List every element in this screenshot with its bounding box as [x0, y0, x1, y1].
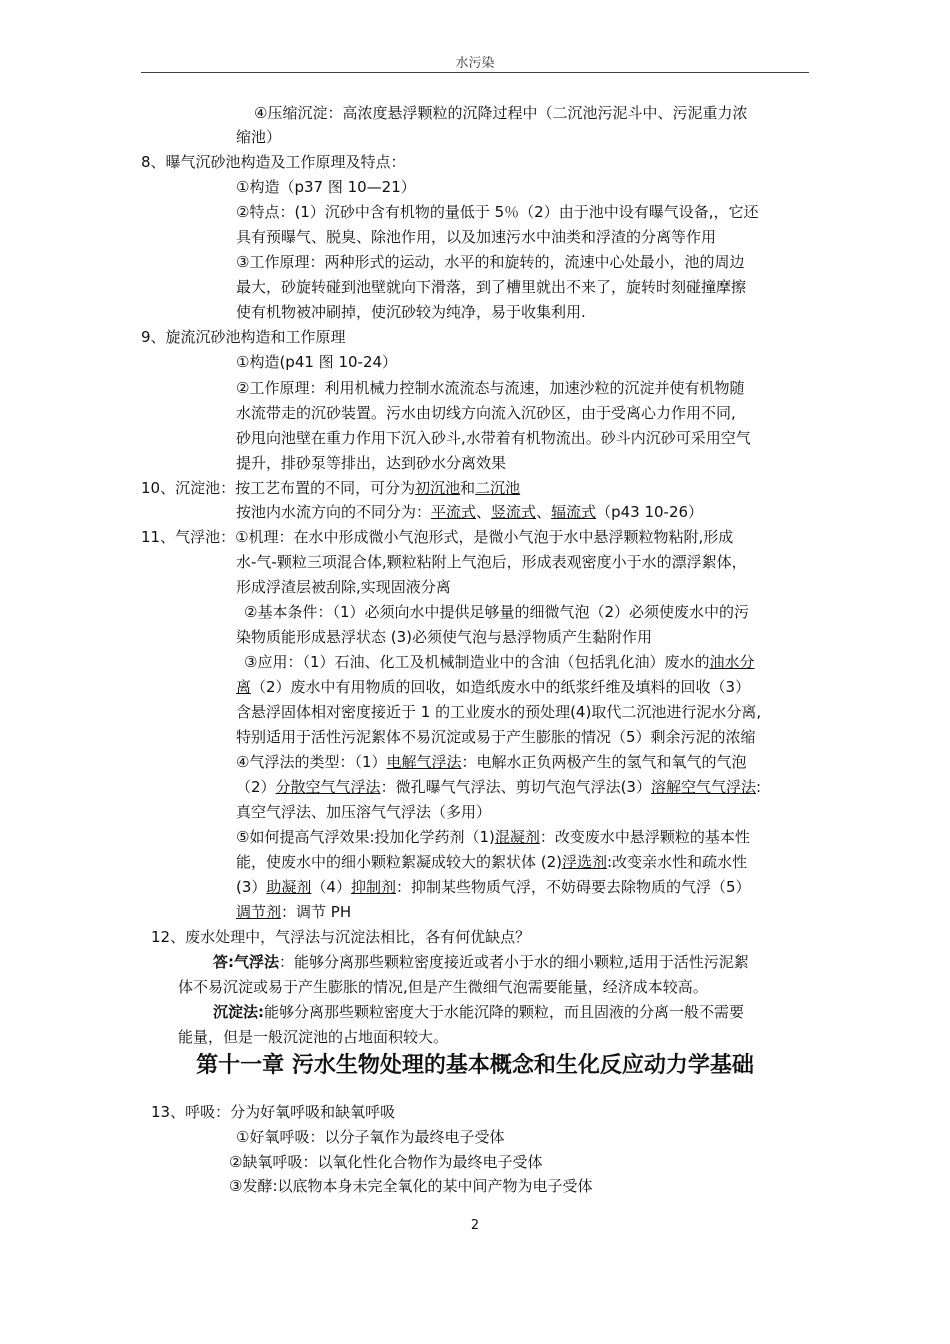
- text-line: ③应用：（1）石油、化工及机械制造业中的含油（包括乳化油）废水的油水分: [244, 653, 755, 671]
- text-line: 体不易沉淀或易于产生膨胀的情况,但是产生微细气泡需要能量，经济成本较高。: [178, 978, 708, 996]
- text-line: 缩池）: [236, 128, 282, 146]
- text-line: ①构造(p41 图 10-24）: [236, 353, 398, 371]
- page-number: 2: [470, 1218, 480, 1233]
- term-coagulant-aid: 助凝剂: [266, 878, 312, 896]
- text-line: ②特点：(1）沉砂中含有机物的量低于 5％（2）由于池中设有曝气设备,，它还: [236, 203, 759, 221]
- text-line: 砂甩向池壁在重力作用下沉入砂斗,水带着有机物流出。砂斗内沉砂可采用空气: [236, 429, 751, 447]
- text-line: 特别适用于活性污泥絮体不易沉淀或易于产生膨胀的情况（5）剩余污泥的浓缩: [236, 728, 756, 746]
- text-line: ①好氧呼吸：以分子氧作为最终电子受体: [236, 1128, 505, 1146]
- text-line: 水流带走的沉砂装置。污水由切线方向流入沉砂区，由于受离心力作用不同,: [236, 404, 736, 422]
- answer-label-sedimentation: 沉淀法:: [213, 1003, 264, 1021]
- text-line: 能量，但是一般沉淀池的占地面积较大。: [178, 1028, 449, 1046]
- term-secondary-clarifier: 二沉池: [475, 479, 521, 497]
- term-horizontal-flow: 平流式: [431, 503, 477, 521]
- text-line: ⑤如何提高气浮效果:投加化学药剂（1)混凝剂：改变废水中悬浮颗粒的基本性: [236, 828, 750, 846]
- question-12-heading: 12、废水处理中，气浮法与沉淀法相比，各有何优缺点？: [151, 928, 531, 946]
- question-10-heading: 10、沉淀池：按工艺布置的不同，可分为初沉池和二沉池: [141, 479, 521, 497]
- term-vertical-flow: 竖流式: [491, 503, 537, 521]
- text-line: ④压缩沉淀：高浓度悬浮颗粒的沉降过程中（二沉池污泥斗中、污泥重力浓: [254, 104, 748, 122]
- term-dispersed-air-flotation: 分散空气气浮法: [275, 778, 381, 796]
- term-flotation-agent: 浮选剂: [562, 853, 608, 871]
- answer-label-flotation: 答:气浮法: [213, 953, 279, 971]
- page-header: 水污染: [455, 56, 495, 71]
- text-line: ③工作原理：两种形式的运动，水平的和旋转的，流速中心处最小，池的周边: [236, 253, 745, 271]
- text-line: 按池内水流方向的不同分为：平流式、竖流式、辐流式（p43 10-26）: [236, 503, 704, 521]
- question-8-heading: 8、曝气沉砂池构造及工作原理及特点：: [141, 153, 406, 171]
- text-line: (3）助凝剂（4）抑制剂：抑制某些物质气浮，不妨碍要去除物质的气浮（5）: [236, 878, 751, 896]
- text-line: 调节剂：调节 PH: [236, 903, 352, 921]
- text-line: 真空气浮法、加压溶气气浮法（多用）: [236, 803, 492, 821]
- text-line: 沉淀法:能够分离那些颗粒密度大于水能沉降的颗粒，而且固液的分离一般不需要: [213, 1003, 745, 1021]
- header-divider: [141, 72, 809, 73]
- text-line: 答:气浮法：能够分离那些颗粒密度接近或者小于水的细小颗粒,适用于活性污泥絮: [213, 953, 749, 971]
- text-line: ③发酵:以底物本身未完全氧化的某中间产物为电子受体: [229, 1177, 593, 1195]
- question-9-heading: 9、旋流沉砂池构造和工作原理: [141, 328, 346, 346]
- text-line: 水-气-颗粒三项混合体,颗粒粘附上气泡后，形成表观密度小于水的漂浮絮体，: [236, 553, 747, 571]
- term-inhibitor: 抑制剂: [350, 878, 396, 896]
- text-line: ②缺氧呼吸：以氧化性化合物作为最终电子受体: [229, 1153, 543, 1171]
- text-line: ②工作原理：利用机械力控制水流流态与流速，加速沙粒的沉淀并使有机物随: [236, 379, 745, 397]
- text-line: 提升，排砂泵等排出，达到砂水分离效果: [236, 454, 507, 472]
- chapter-title: 第十一章 污水生物处理的基本概念和生化反应动力学基础: [196, 1053, 754, 1078]
- text-line: 能，使废水中的细小颗粒絮凝成较大的絮状体 (2)浮选剂:改变亲水性和疏水性: [236, 853, 748, 871]
- term-coagulant: 混凝剂: [494, 828, 540, 846]
- text-line: 具有预曝气、脱臭、除池作用，以及加速污水中油类和浮渣的分离等作用: [236, 228, 717, 246]
- text-line: 含悬浮固体相对密度接近于 1 的工业废水的预处理(4)取代二沉池进行泥水分离,: [236, 703, 762, 721]
- term-electrolytic-flotation: 电解气浮法: [386, 753, 462, 771]
- text-line: 离（2）废水中有用物质的回收，如造纸废水中的纸浆纤维及填料的回收（3）: [236, 678, 751, 696]
- text-line: 染物质能形成悬浮状态 (3)必须使气泡与悬浮物质产生黏附作用: [236, 628, 653, 646]
- text-line: 最大，砂旋转碰到池壁就向下滑落，到了槽里就出不来了，旋转时刻碰撞摩擦: [236, 278, 747, 296]
- text-line: ④气浮法的类型：（1）电解气浮法：电解水正负两极产生的氢气和氧气的气泡: [236, 753, 747, 771]
- term-radial-flow: 辐流式: [551, 503, 597, 521]
- question-11-heading: 11、气浮池：①机理：在水中形成微小气泡形式，是微小气泡于水中悬浮颗粒物粘附,形成: [141, 528, 734, 546]
- term-regulator: 调节剂: [236, 903, 282, 921]
- term-oil-water-separation: 油水分: [709, 653, 755, 671]
- text-line: ②基本条件：（1）必须向水中提供足够量的细微气泡（2）必须使废水中的污: [244, 603, 750, 621]
- text-line: 使有机物被冲刷掉，使沉砂较为纯净，易于收集利用.: [236, 303, 586, 321]
- text-line: （2）分散空气气浮法：微孔曝气气浮法、剪切气泡气浮法(3）溶解空气气浮法:: [236, 778, 762, 796]
- term-dissolved-air-flotation: 溶解空气气浮法: [650, 778, 756, 796]
- text-line: 形成浮渣层被刮除,实现固液分离: [236, 578, 451, 596]
- text-line: ①构造（p37 图 10—21）: [236, 178, 416, 196]
- term-primary-clarifier: 初沉池: [415, 479, 461, 497]
- question-13-heading: 13、呼吸：分为好氧呼吸和缺氧呼吸: [151, 1103, 396, 1121]
